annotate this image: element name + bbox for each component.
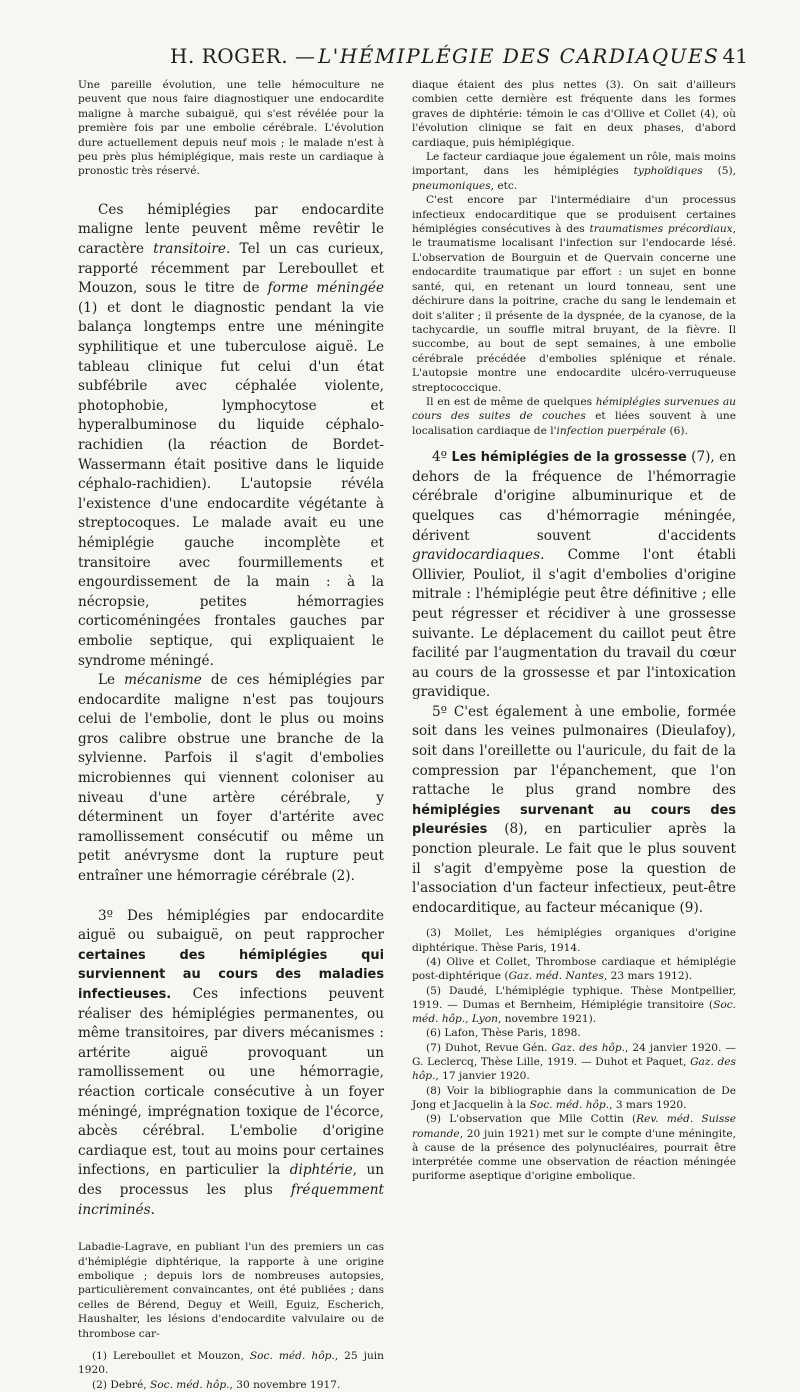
running-header <box>124 44 748 70</box>
paragraph-maladies-infectieuses: 3º Des hémiplégies par endocardite aiguë ou subaiguë, on peut rapprocher certaines des hémiplégies qui surviennent au cours des maladies infectieuses. Ces infections peuvent réaliser des hémiplégies permanentes, ou même transitoires, par divers mécanismes : artérite aiguë provoquant un ramollissement ou une hémorragie, réaction corticale consécutive à un foyer méningé, imprégnation toxique de l'écorce, abcès cérébral. L'embolie d'origine cardiaque est, tout au moins pour certaines infections, en particulier la diphtérie, un des processus les plus fréquemment incriminés. <box>78 907 384 1218</box>
left-column <box>78 78 384 1392</box>
footnote-4: (4) Olive et Collet, Thrombose cardiaque et hémiplégie post-diphtérique (Gaz. méd. Nantes, 23 mars 1912). <box>412 956 736 983</box>
header-title: L'HÉMIPLÉGIE DES CARDIAQUES <box>318 44 720 68</box>
right-column <box>412 78 736 1184</box>
small-paragraph-traumatismes: C'est encore par l'intermédiaire d'un processus infectieux endocarditique que se produisent certaines hémiplégies consécutives à des traumatismes précordiaux, le traumatisme localisant l'infection sur l'endocarde lésé. L'observation de Bourguin et de Quervain concerne une endocardite traumatique par effort : un sujet en bonne santé, qui, en retenant un lourd tonneau, sent une déchirure dans la poitrine, crache du sang le lendemain et doit s'aliter ; il présente de la dyspnée, de la cyanose, de la tachycardie, un souffle mitral bruyant, de la fièvre. Il succombe, au bout de sept semaines, à une embolie cérébrale précédée d'embolies splénique et rénale. L'autopsie montre une endocardite ulcéro-verruqueuse streptococcique. <box>412 194 737 394</box>
paragraph-endocardite-lente: Ces hémiplégies par endocardite maligne lente peuvent même revêtir le caractère transitoire. Tel un cas curieux, rapporté récemment par Lereboullet et Mouzon, sous le titre de forme méningée (1) et dont le diagnostic pendant la vie balança longtemps entre une méningite syphilitique et une tuberculose aiguë. Le tableau clinique fut celui d'un état subfébrile avec céphalée violente, photophobie, lymphocytose et hyperalbuminose du liquide céphalo-rachidien (la réaction de Bordet-Wassermann était positive dans le liquide céphalo-rachidien). L'autopsie révéla l'existence d'une endocardite végétante à streptocoques. Le malade avait eu une hémiplégie gauche incomplète et transitoire avec fourmillements et engourdissement de la main : à la nécropsie, petites hémorragies corticoméningées frontales gauches par embolie septique, qui expliquaient le syndrome méningé. <box>78 201 384 669</box>
footnote-2: (2) Debré, Soc. méd. hôp., 30 novembre 1917. <box>92 1378 341 1391</box>
footnote-7: (7) Duhot, Revue Gén. Gaz. des hôp., 24 janvier 1920. — G. Leclercq, Thèse Lille, 1919. — Duhot et Paquet, Gaz. des hôp., 17 janvier 1920. <box>412 1041 736 1083</box>
small-paragraph-suites-couches: Il en est de même de quelques hémiplégies survenues au cours des suites de couches et liées souvent à une localisation cardiaque de l'infection puerpérale (6). <box>412 395 736 437</box>
small-paragraph-diphterie: diaque étaient des plus nettes (3). On sait d'ailleurs combien cette dernière est fréquente dans les formes graves de diphtérie: témoin le cas d'Ollive et Collet (4), où l'évolution clinique se fait en deux phases, d'abord cardiaque, puis hémiplégique. <box>412 79 736 149</box>
footnote-1: (1) Lereboullet et Mouzon, Soc. méd. hôp., 25 juin 1920. <box>78 1349 385 1377</box>
footnote-6: (6) Lafon, Thèse Paris, 1898. <box>426 1027 581 1040</box>
paragraph-mecanisme: Le mécanisme de ces hémiplégies par endocardite maligne n'est pas toujours celui de l'embolie, dont le plus ou moins gros calibre obstrue une branche de la sylvienne. Parfois il s'agit d'embolies microbiennes qui viennent coloniser au niveau d'une artère cérébrale, y déterminent un foyer d'artérite avec ramollissement consécutif ou même un petit anévrysme dont la rupture peut entraîner une hémorragie cérébrale (2). <box>78 672 384 885</box>
page-number: 41 <box>722 44 748 68</box>
header-author: H. ROGER. — <box>170 44 316 68</box>
paragraph-pleuresies: 5º C'est également à une embolie, formée soit dans les veines pulmonaires (Dieulafoy), soit dans l'oreillette ou l'auricule, du fait de la compression par l'épanchement, que l'on rattache le plus grand nombre des hémiplégies survenant au cours des pleurésies (8), en particulier après la ponction pleurale. Le fait que le plus souvent il s'agit d'empyème pose la question de l'association d'un facteur infectieux, peut-être endocarditique, au facteur mécanique (9). <box>412 703 736 916</box>
small-paragraph-labadie: Labadie-Lagrave, en publiant l'un des premiers un cas d'hémiplégie diphtérique, la rapporte à une origine embolique ; depuis lors de nombreuses autopsies, particulièrement convaincantes, ont été publiées ; dans celles de Bérend, Deguy et Weill, Eguiz, Escherich, Haushalter, les lésions d'endocardite valvulaire ou de thrombose car- <box>78 1241 384 1340</box>
footnote-8: (8) Voir la bibliographie dans la communication de De Jong et Jacquelin à la Soc. méd. hôp., 3 mars 1920. <box>412 1084 736 1111</box>
small-paragraph-facteur-cardiaque: Le facteur cardiaque joue également un rôle, mais moins important, dans les hémiplégies typhoïdiques (5), pneumoniques, etc. <box>412 151 736 192</box>
intro-small-paragraph: Une pareille évolution, une telle hémoculture ne peuvent que nous faire diagnostiquer une endocardite maligne à marche subaiguë, qui s'est révélée pour la première fois par une embolie cérébrale. L'évolution dure actuellement depuis neuf mois ; le malade n'est à peu près plus hémiplégique, mais reste un cardiaque à pronostic très réservé. <box>78 79 384 178</box>
footnote-9: (9) L'observation que Mlle Cottin (Rev. méd. Suisse romande, 20 juin 1921) met sur le compte d'une méningite, à cause de la présence des polynucléaires, pourrait être interprétée comme une observation de réaction méningée puriforme aseptique d'origine embolique. <box>412 1113 736 1183</box>
paragraph-grossesse: 4º Les hémiplégies de la grossesse (7), en dehors de la fréquence de l'hémorragie cérébrale d'origine albuminurique et de quelques cas d'hémorragie méningée, dérivent souvent d'accidents gravidocardiaques. Comme l'ont établi Ollivier, Pouliot, il s'agit d'embolies d'origine mitrale : l'hémiplégie peut être définitive ; elle peut régresser et récidiver à une grossesse suivante. Le déplacement du caillot peut être facilité par l'augmentation du travail du cœur au cours de la grossesse et par l'intoxication gravidique. <box>412 449 736 701</box>
footnote-5: (5) Daudé, L'hémiplégie typhique. Thèse Montpellier, 1919. — Dumas et Bernheim, Hémiplégie transitoire (Soc. méd. hôp., Lyon, novembre 1921). <box>412 984 736 1026</box>
footnote-3: (3) Mollet, Les hémiplégies organiques d'origine diphtérique. Thèse Paris, 1914. <box>412 927 736 954</box>
